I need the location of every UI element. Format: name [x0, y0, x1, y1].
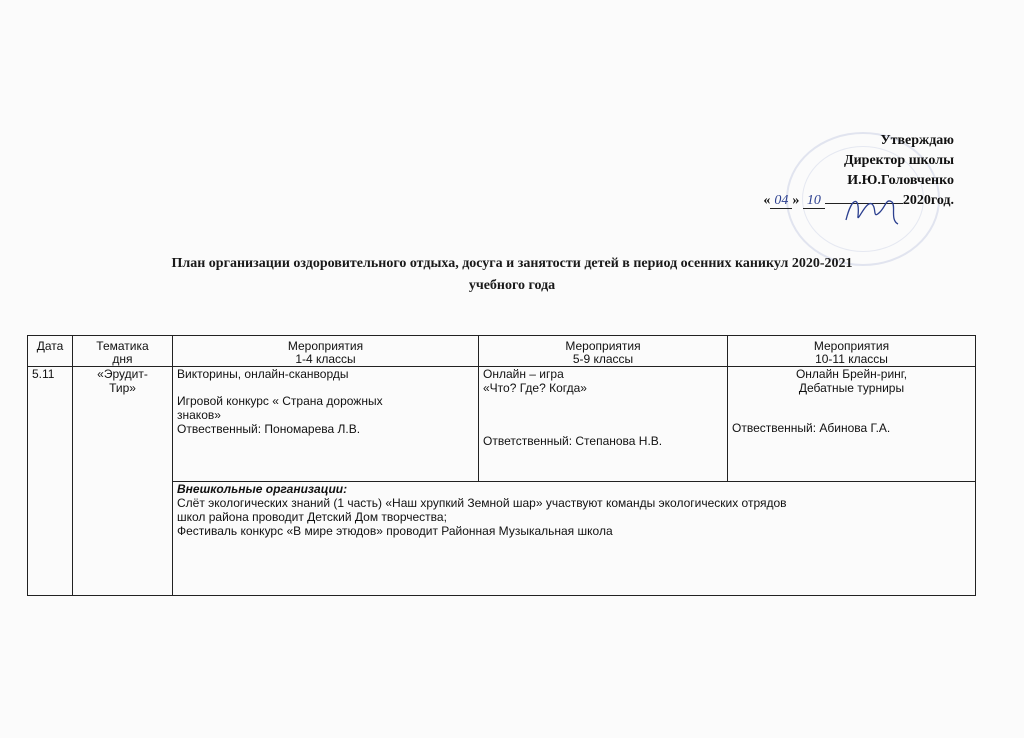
header-topic: Тематика дня	[73, 336, 173, 367]
date-quote-close: »	[792, 193, 800, 208]
external-title: Внешкольные организации:	[177, 482, 348, 496]
approval-heading: Утверждаю	[880, 133, 954, 148]
signature	[842, 190, 902, 230]
external-line: Фестиваль конкурс «В мире этюдов» проводит Районная Музыкальная школа	[177, 524, 613, 538]
external-line: школ района проводит Детский Дом творчества;	[177, 510, 447, 524]
plan-title-line-1: План организации оздоровительного отдыха, досуга и занятости детей в период осенних каникул 2020-2021	[171, 256, 853, 271]
external-organizations	[173, 482, 976, 596]
plan-title	[60, 253, 964, 297]
plan-title-line-2: учебного года	[468, 278, 556, 293]
schedule-table	[27, 335, 976, 596]
header-date: Дата	[28, 336, 73, 367]
table-row	[28, 367, 976, 482]
header-grades-10-11: Мероприятия 10-11 классы	[728, 336, 976, 367]
cell-grades-10-11: Онлайн Брейн-ринг, Дебатные турниры Отвественный: Абинова Г.А.	[728, 367, 976, 482]
header-grades-1-4: Мероприятия 1-4 классы	[173, 336, 479, 367]
external-line: Слёт экологических знаний (1 часть) «Наш хрупкий Земной шар» участвуют команды экологических отрядов	[177, 496, 787, 510]
approval-name: И.Ю.Головченко	[847, 173, 954, 188]
header-grades-5-9: Мероприятия 5-9 классы	[479, 336, 728, 367]
cell-grades-5-9: Онлайн – игра «Что? Где? Когда» Ответственный: Степанова Н.В.	[479, 367, 728, 482]
table-header-row	[28, 336, 976, 367]
date-month: 10	[803, 193, 825, 209]
date-day: 04	[770, 193, 792, 209]
row-date: 5.11	[28, 367, 73, 596]
date-year: 2020год.	[902, 193, 954, 208]
approval-position: Директор школы	[843, 153, 954, 168]
date-quote-open: «	[763, 193, 771, 208]
row-topic: «Эрудит- Тир»	[73, 367, 173, 596]
cell-grades-1-4: Викторины, онлайн-сканворды Игровой конкурс « Страна дорожных знаков» Отвественный: Пономарева Л.В.	[173, 367, 479, 482]
